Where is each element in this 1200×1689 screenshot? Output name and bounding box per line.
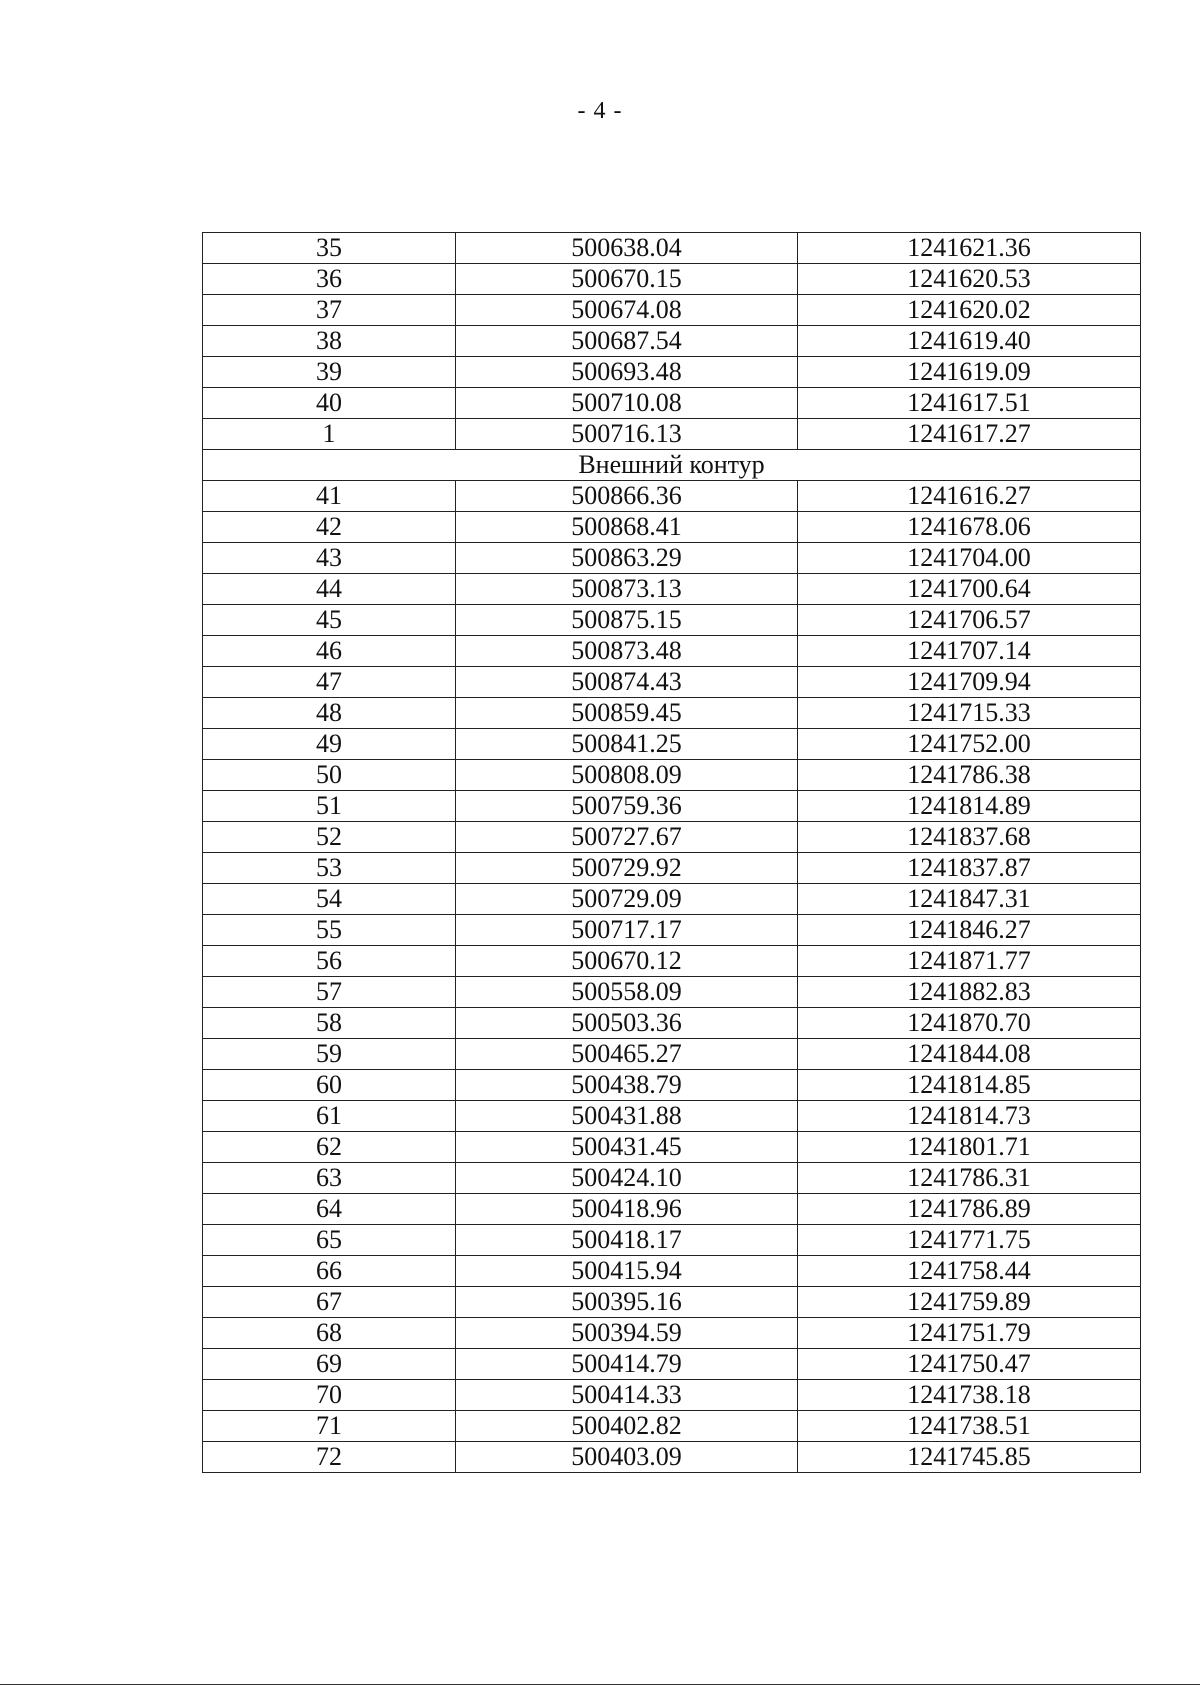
table-row: [203, 295, 1141, 326]
x-coordinate-cell: 500414.79: [456, 1349, 798, 1380]
x-coordinate-cell: 500729.92: [456, 853, 798, 884]
point-number-cell: 56: [203, 946, 456, 977]
x-coordinate-cell: 500465.27: [456, 1039, 798, 1070]
x-coordinate-cell: 500415.94: [456, 1256, 798, 1287]
y-coordinate-cell: 1241617.27: [798, 419, 1141, 450]
table-row: [203, 1039, 1141, 1070]
y-coordinate-cell: 1241752.00: [798, 729, 1141, 760]
point-number-cell: 62: [203, 1132, 456, 1163]
table-row: [203, 1070, 1141, 1101]
point-number-cell: 42: [203, 512, 456, 543]
table-row: [203, 264, 1141, 295]
table-row: [203, 853, 1141, 884]
x-coordinate-cell: 500859.45: [456, 698, 798, 729]
point-number-cell: 67: [203, 1287, 456, 1318]
y-coordinate-cell: 1241882.83: [798, 977, 1141, 1008]
y-coordinate-cell: 1241786.89: [798, 1194, 1141, 1225]
coordinates-table: [202, 232, 1141, 1473]
point-number-cell: 47: [203, 667, 456, 698]
table-row: [203, 1349, 1141, 1380]
y-coordinate-cell: 1241786.38: [798, 760, 1141, 791]
y-coordinate-cell: 1241738.18: [798, 1380, 1141, 1411]
y-coordinate-cell: 1241814.85: [798, 1070, 1141, 1101]
table-row: [203, 946, 1141, 977]
x-coordinate-cell: 500503.36: [456, 1008, 798, 1039]
point-number-cell: 51: [203, 791, 456, 822]
point-number-cell: 48: [203, 698, 456, 729]
y-coordinate-cell: 1241846.27: [798, 915, 1141, 946]
y-coordinate-cell: 1241844.08: [798, 1039, 1141, 1070]
table-row: [203, 1287, 1141, 1318]
x-coordinate-cell: 500418.17: [456, 1225, 798, 1256]
section-row: [203, 450, 1141, 481]
point-number-cell: 59: [203, 1039, 456, 1070]
point-number-cell: 57: [203, 977, 456, 1008]
point-number-cell: 36: [203, 264, 456, 295]
x-coordinate-cell: 500759.36: [456, 791, 798, 822]
point-number-cell: 53: [203, 853, 456, 884]
point-number-cell: 39: [203, 357, 456, 388]
table-row: [203, 1380, 1141, 1411]
y-coordinate-cell: 1241847.31: [798, 884, 1141, 915]
y-coordinate-cell: 1241620.53: [798, 264, 1141, 295]
point-number-cell: 44: [203, 574, 456, 605]
table-row: [203, 1132, 1141, 1163]
x-coordinate-cell: 500808.09: [456, 760, 798, 791]
table-row: [203, 915, 1141, 946]
table-row: [203, 388, 1141, 419]
point-number-cell: 60: [203, 1070, 456, 1101]
table-row: [203, 543, 1141, 574]
table-row: [203, 1442, 1141, 1473]
x-coordinate-cell: 500727.67: [456, 822, 798, 853]
y-coordinate-cell: 1241706.57: [798, 605, 1141, 636]
x-coordinate-cell: 500716.13: [456, 419, 798, 450]
point-number-cell: 72: [203, 1442, 456, 1473]
x-coordinate-cell: 500403.09: [456, 1442, 798, 1473]
y-coordinate-cell: 1241709.94: [798, 667, 1141, 698]
y-coordinate-cell: 1241619.09: [798, 357, 1141, 388]
y-coordinate-cell: 1241700.64: [798, 574, 1141, 605]
table-row: [203, 729, 1141, 760]
x-coordinate-cell: 500693.48: [456, 357, 798, 388]
x-coordinate-cell: 500418.96: [456, 1194, 798, 1225]
point-number-cell: 68: [203, 1318, 456, 1349]
table-row: [203, 326, 1141, 357]
x-coordinate-cell: 500875.15: [456, 605, 798, 636]
table-row: [203, 791, 1141, 822]
x-coordinate-cell: 500424.10: [456, 1163, 798, 1194]
y-coordinate-cell: 1241750.47: [798, 1349, 1141, 1380]
point-number-cell: 35: [203, 233, 456, 264]
y-coordinate-cell: 1241837.87: [798, 853, 1141, 884]
x-coordinate-cell: 500431.45: [456, 1132, 798, 1163]
point-number-cell: 43: [203, 543, 456, 574]
table-row: [203, 977, 1141, 1008]
x-coordinate-cell: 500670.15: [456, 264, 798, 295]
x-coordinate-cell: 500873.48: [456, 636, 798, 667]
table-row: [203, 1194, 1141, 1225]
x-coordinate-cell: 500717.17: [456, 915, 798, 946]
table-row: [203, 1318, 1141, 1349]
point-number-cell: 64: [203, 1194, 456, 1225]
x-coordinate-cell: 500414.33: [456, 1380, 798, 1411]
table-row: [203, 1163, 1141, 1194]
x-coordinate-cell: 500710.08: [456, 388, 798, 419]
table-row: [203, 698, 1141, 729]
x-coordinate-cell: 500729.09: [456, 884, 798, 915]
point-number-cell: 49: [203, 729, 456, 760]
bottom-rule: [0, 1684, 1200, 1685]
table-row: [203, 357, 1141, 388]
x-coordinate-cell: 500558.09: [456, 977, 798, 1008]
y-coordinate-cell: 1241745.85: [798, 1442, 1141, 1473]
y-coordinate-cell: 1241758.44: [798, 1256, 1141, 1287]
x-coordinate-cell: 500670.12: [456, 946, 798, 977]
coordinates-table-body: [203, 233, 1141, 1473]
x-coordinate-cell: 500866.36: [456, 481, 798, 512]
x-coordinate-cell: 500841.25: [456, 729, 798, 760]
point-number-cell: 65: [203, 1225, 456, 1256]
point-number-cell: 69: [203, 1349, 456, 1380]
point-number-cell: 41: [203, 481, 456, 512]
point-number-cell: 63: [203, 1163, 456, 1194]
point-number-cell: 37: [203, 295, 456, 326]
point-number-cell: 66: [203, 1256, 456, 1287]
table-row: [203, 1256, 1141, 1287]
y-coordinate-cell: 1241801.71: [798, 1132, 1141, 1163]
x-coordinate-cell: 500863.29: [456, 543, 798, 574]
point-number-cell: 70: [203, 1380, 456, 1411]
point-number-cell: 54: [203, 884, 456, 915]
y-coordinate-cell: 1241707.14: [798, 636, 1141, 667]
y-coordinate-cell: 1241870.70: [798, 1008, 1141, 1039]
x-coordinate-cell: 500402.82: [456, 1411, 798, 1442]
y-coordinate-cell: 1241620.02: [798, 295, 1141, 326]
y-coordinate-cell: 1241619.40: [798, 326, 1141, 357]
y-coordinate-cell: 1241616.27: [798, 481, 1141, 512]
y-coordinate-cell: 1241771.75: [798, 1225, 1141, 1256]
table-row: [203, 233, 1141, 264]
y-coordinate-cell: 1241786.31: [798, 1163, 1141, 1194]
table-row: [203, 822, 1141, 853]
table-row: [203, 481, 1141, 512]
point-number-cell: 50: [203, 760, 456, 791]
table-row: [203, 574, 1141, 605]
section-title: Внешний контур: [203, 450, 1141, 481]
x-coordinate-cell: 500638.04: [456, 233, 798, 264]
y-coordinate-cell: 1241751.79: [798, 1318, 1141, 1349]
x-coordinate-cell: 500687.54: [456, 326, 798, 357]
table-row: [203, 419, 1141, 450]
x-coordinate-cell: 500873.13: [456, 574, 798, 605]
table-row: [203, 1411, 1141, 1442]
y-coordinate-cell: 1241678.06: [798, 512, 1141, 543]
table-row: [203, 760, 1141, 791]
y-coordinate-cell: 1241814.73: [798, 1101, 1141, 1132]
point-number-cell: 55: [203, 915, 456, 946]
point-number-cell: 61: [203, 1101, 456, 1132]
page-number: - 4 -: [577, 98, 623, 124]
y-coordinate-cell: 1241837.68: [798, 822, 1141, 853]
x-coordinate-cell: 500868.41: [456, 512, 798, 543]
x-coordinate-cell: 500395.16: [456, 1287, 798, 1318]
x-coordinate-cell: 500438.79: [456, 1070, 798, 1101]
table-row: [203, 667, 1141, 698]
x-coordinate-cell: 500874.43: [456, 667, 798, 698]
y-coordinate-cell: 1241814.89: [798, 791, 1141, 822]
point-number-cell: 46: [203, 636, 456, 667]
x-coordinate-cell: 500674.08: [456, 295, 798, 326]
point-number-cell: 45: [203, 605, 456, 636]
x-coordinate-cell: 500394.59: [456, 1318, 798, 1349]
table-row: [203, 512, 1141, 543]
y-coordinate-cell: 1241617.51: [798, 388, 1141, 419]
point-number-cell: 38: [203, 326, 456, 357]
point-number-cell: 40: [203, 388, 456, 419]
point-number-cell: 1: [203, 419, 456, 450]
point-number-cell: 58: [203, 1008, 456, 1039]
y-coordinate-cell: 1241871.77: [798, 946, 1141, 977]
table-row: [203, 1225, 1141, 1256]
y-coordinate-cell: 1241738.51: [798, 1411, 1141, 1442]
table-row: [203, 1101, 1141, 1132]
table-row: [203, 605, 1141, 636]
y-coordinate-cell: 1241715.33: [798, 698, 1141, 729]
table-row: [203, 1008, 1141, 1039]
y-coordinate-cell: 1241759.89: [798, 1287, 1141, 1318]
table-row: [203, 884, 1141, 915]
x-coordinate-cell: 500431.88: [456, 1101, 798, 1132]
point-number-cell: 71: [203, 1411, 456, 1442]
table-row: [203, 636, 1141, 667]
point-number-cell: 52: [203, 822, 456, 853]
y-coordinate-cell: 1241704.00: [798, 543, 1141, 574]
y-coordinate-cell: 1241621.36: [798, 233, 1141, 264]
